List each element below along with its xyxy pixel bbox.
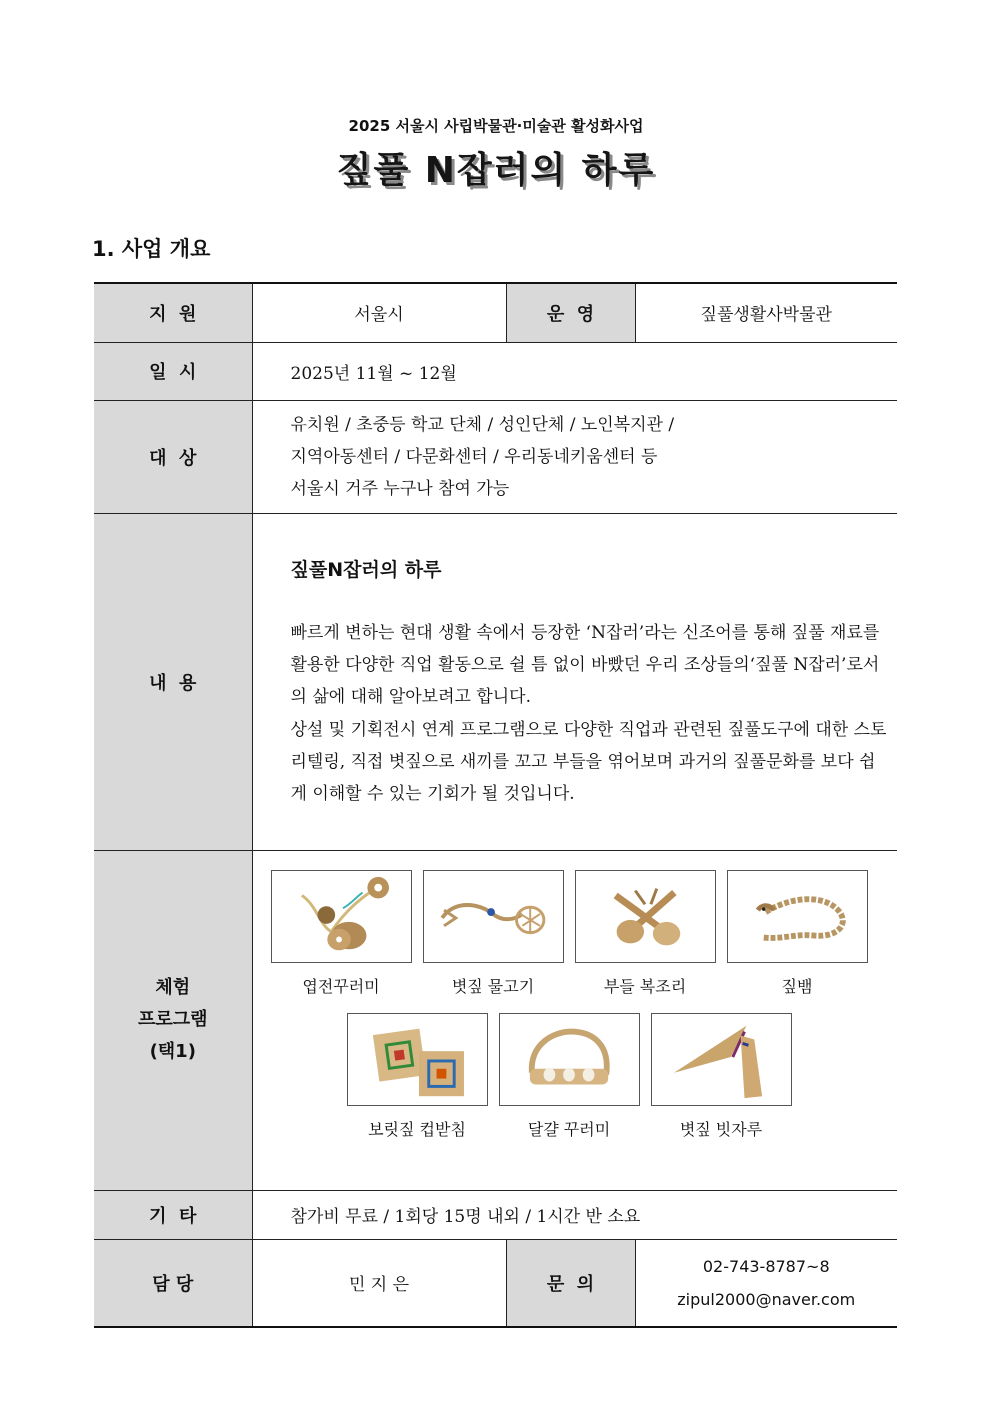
straw-snake-icon [727, 870, 868, 963]
support-label: 지 원 [94, 283, 252, 342]
program-item [423, 870, 575, 997]
row-content [94, 513, 897, 850]
row-contact [94, 1239, 897, 1327]
operator-label: 운 영 [506, 283, 635, 342]
date-value: 2025년 11월 ~ 12월 [252, 342, 897, 400]
program-item-label: 볏짚 빗자루 [679, 1119, 763, 1139]
content-label: 내 용 [94, 513, 252, 850]
coaster-icon [347, 1013, 488, 1106]
target-line: 지역아동센터 / 다문화센터 / 우리동네키움센터 등 [290, 446, 658, 467]
row-date [94, 342, 897, 400]
inquiry-phone: 02-743-8787~8 [702, 1256, 830, 1276]
content-value [252, 513, 897, 850]
etc-label: 기 타 [94, 1190, 252, 1239]
program-label-line: 체험 [155, 977, 191, 998]
program-item [651, 1013, 803, 1140]
row-etc [94, 1190, 897, 1239]
coin-bundle-icon [271, 870, 412, 963]
target-line: 서울시 거주 누구나 참여 가능 [290, 478, 510, 499]
manager-label: 담 당 [94, 1239, 252, 1327]
program-item-label: 볏짚 물고기 [451, 976, 535, 996]
inquiry-email[interactable]: zipul2000@naver.com [677, 1289, 856, 1309]
program-item-label: 달걀 꾸러미 [527, 1119, 611, 1139]
inquiry-label: 문 의 [506, 1239, 635, 1327]
program-gallery [252, 850, 897, 1190]
program-item [271, 870, 423, 997]
overview-table [94, 282, 897, 1328]
program-item-label: 엽전꾸러미 [302, 976, 380, 996]
cattail-scoop-icon [575, 870, 716, 963]
manager-value: 민 지 은 [252, 1239, 506, 1327]
program-item-label: 보릿짚 컵받침 [368, 1119, 466, 1139]
target-line: 유치원 / 초중등 학교 단체 / 성인단체 / 노인복지관 / [290, 414, 675, 435]
row-program [94, 850, 897, 1190]
subtitle: 2025 서울시 사립박물관·미술관 활성화사업 [348, 117, 644, 135]
program-item [727, 870, 879, 997]
program-item [347, 1013, 499, 1140]
egg-bundle-icon [499, 1013, 640, 1106]
program-label [94, 850, 252, 1190]
target-label: 대 상 [94, 400, 252, 513]
target-value [252, 400, 897, 513]
content-title: 짚풀N잡러의 하루 [290, 558, 442, 581]
row-support [94, 283, 897, 342]
program-item-label: 부들 복조리 [603, 976, 687, 996]
program-item-label: 짚뱀 [781, 976, 813, 996]
row-target [94, 400, 897, 513]
program-label-line: 프로그램 [137, 1009, 208, 1030]
etc-value: 참가비 무료 / 1회당 15명 내외 / 1시간 반 소요 [252, 1190, 897, 1239]
straw-fish-icon [423, 870, 564, 963]
section-heading: 1. 사업 개요 [92, 237, 211, 261]
operator-value: 짚풀생활사박물관 [635, 283, 897, 342]
content-paragraph: 상설 및 기획전시 연계 프로그램으로 다양한 직업과 관련된 짚풀도구에 대한 스토리텔링, 직접 볏짚으로 새끼를 꼬고 부들을 엮어보며 과거의 짚풀문화를 보다 쉽게 이해할 수 있는 기회가 될 것입니다. [290, 719, 887, 804]
page-title: 짚풀 N잡러의 하루 [336, 150, 656, 191]
content-paragraph: 빠르게 변하는 현대 생활 속에서 등장한 ‘N잡러’라는 신조어를 통해 짚풀 재료를 활용한 다양한 직업 활동으로 쉴 틈 없이 바빴던 우리 조상들의‘짚풀 N잡러’로서의 삶에 대해 알아보려고 합니다. [290, 622, 880, 708]
support-value: 서울시 [252, 283, 506, 342]
program-label-line: (택1) [149, 1041, 196, 1062]
straw-broom-icon [651, 1013, 792, 1106]
program-item [575, 870, 727, 997]
program-item [499, 1013, 651, 1140]
date-label: 일 시 [94, 342, 252, 400]
inquiry-value [635, 1239, 897, 1327]
